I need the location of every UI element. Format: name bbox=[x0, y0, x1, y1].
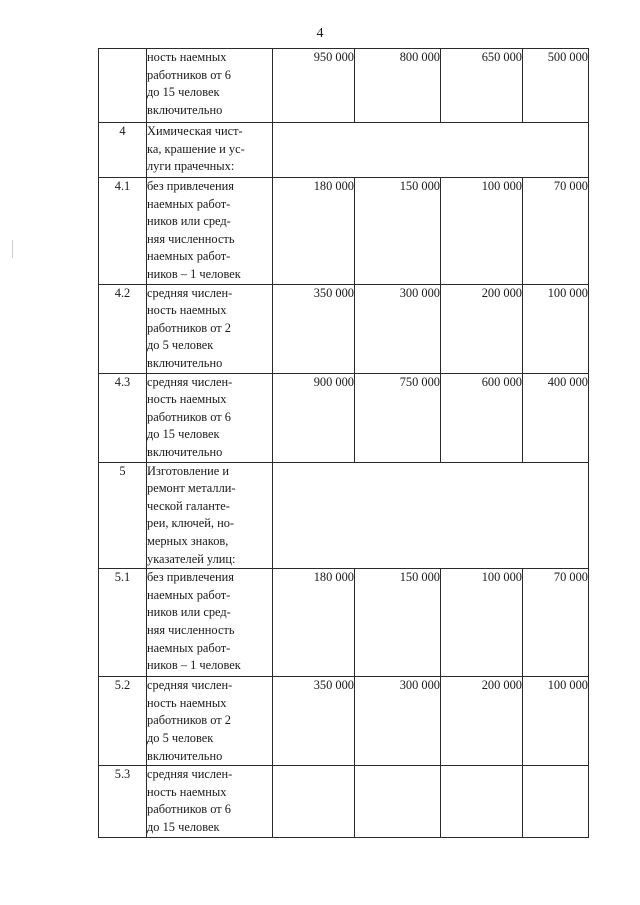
table-row-5 bbox=[99, 462, 589, 569]
value-cell: 70 000 bbox=[523, 178, 589, 285]
description-line: реи, ключей, но- bbox=[147, 516, 235, 531]
value-cell: 800 000 bbox=[355, 49, 441, 123]
description-line: ность наемных bbox=[147, 784, 227, 799]
row-number-cell: 4.1 bbox=[99, 178, 147, 285]
description-line: мерных знаков, bbox=[147, 533, 229, 548]
description-line: средняя числен- bbox=[147, 767, 233, 782]
description-cell bbox=[147, 373, 273, 462]
description-line: работников от 6 bbox=[147, 409, 231, 424]
value-cell: 300 000 bbox=[355, 284, 441, 373]
description-line: средняя числен- bbox=[147, 678, 233, 693]
value-cell: 600 000 bbox=[441, 373, 523, 462]
value-cell: 200 000 bbox=[441, 677, 523, 766]
value-cell: 100 000 bbox=[523, 284, 589, 373]
description-line: ников – 1 человек bbox=[147, 266, 241, 281]
value-cell bbox=[523, 766, 589, 838]
value-cell: 100 000 bbox=[441, 178, 523, 285]
description-line: ка, крашение и ус- bbox=[147, 141, 245, 156]
description-line: няя численность bbox=[147, 622, 235, 637]
table-row-5-3 bbox=[99, 766, 589, 838]
description-line: работников от 2 bbox=[147, 320, 231, 335]
table-row-4-3 bbox=[99, 373, 589, 462]
description-line: до 5 человек bbox=[147, 730, 214, 745]
value-cell: 750 000 bbox=[355, 373, 441, 462]
description-line: до 15 человек bbox=[147, 819, 220, 834]
value-cell: 650 000 bbox=[441, 49, 523, 123]
description-line: ников – 1 человек bbox=[147, 658, 241, 673]
description-cell bbox=[147, 123, 273, 178]
description-line: ников или сред- bbox=[147, 605, 231, 620]
value-cell: 180 000 bbox=[273, 178, 355, 285]
category-spacer-cell bbox=[273, 462, 589, 569]
description-line: средняя числен- bbox=[147, 374, 233, 389]
description-line: наемных работ- bbox=[147, 196, 231, 211]
category-spacer-cell bbox=[273, 123, 589, 178]
description-line: Химическая чист- bbox=[147, 124, 243, 138]
description-line: ность наемных bbox=[147, 695, 227, 710]
description-line: работников от 6 bbox=[147, 67, 231, 82]
description-line: включительно bbox=[147, 355, 223, 370]
value-cell: 950 000 bbox=[273, 49, 355, 123]
description-line: ность наемных bbox=[147, 50, 227, 64]
row-number-cell: 5.2 bbox=[99, 677, 147, 766]
value-cell bbox=[441, 766, 523, 838]
description-cell bbox=[147, 284, 273, 373]
value-cell bbox=[273, 766, 355, 838]
row-number-cell: 4.3 bbox=[99, 373, 147, 462]
description-line: до 15 человек bbox=[147, 85, 220, 100]
table-row-continuation bbox=[99, 49, 589, 123]
row-number-cell: 5 bbox=[99, 462, 147, 569]
description-line: включительно bbox=[147, 748, 223, 763]
page-number: 4 bbox=[316, 26, 324, 41]
description-line: без привлечения bbox=[147, 179, 234, 193]
description-line: включительно bbox=[147, 444, 223, 459]
value-cell bbox=[355, 766, 441, 838]
description-line: средняя числен- bbox=[147, 285, 233, 300]
value-cell: 100 000 bbox=[523, 677, 589, 766]
value-cell: 100 000 bbox=[441, 569, 523, 677]
description-line: работников от 2 bbox=[147, 713, 231, 728]
table-row-5-2 bbox=[99, 677, 589, 766]
value-cell: 350 000 bbox=[273, 284, 355, 373]
table-row-4-1 bbox=[99, 178, 589, 285]
scan-artifact bbox=[12, 240, 13, 258]
description-line: наемных работ- bbox=[147, 249, 231, 264]
value-cell: 500 000 bbox=[523, 49, 589, 123]
value-cell: 300 000 bbox=[355, 677, 441, 766]
description-line: ность наемных bbox=[147, 392, 227, 407]
value-cell: 200 000 bbox=[441, 284, 523, 373]
value-cell: 180 000 bbox=[273, 569, 355, 677]
description-line: до 5 человек bbox=[147, 338, 214, 353]
description-cell bbox=[147, 569, 273, 677]
description-line: ность наемных bbox=[147, 303, 227, 318]
description-cell bbox=[147, 178, 273, 285]
row-number-cell: 4 bbox=[99, 123, 147, 178]
row-number-cell: 4.2 bbox=[99, 284, 147, 373]
value-cell: 400 000 bbox=[523, 373, 589, 462]
value-cell: 150 000 bbox=[355, 569, 441, 677]
description-cell bbox=[147, 766, 273, 838]
description-line: ческой галанте- bbox=[147, 498, 230, 513]
description-cell bbox=[147, 462, 273, 569]
tariff-table bbox=[98, 48, 589, 838]
row-number-cell: 5.1 bbox=[99, 569, 147, 677]
description-line: луги прачечных: bbox=[147, 159, 235, 174]
description-line: ников или сред- bbox=[147, 214, 231, 229]
value-cell: 350 000 bbox=[273, 677, 355, 766]
description-line: до 15 человек bbox=[147, 427, 220, 442]
table-row-4-2 bbox=[99, 284, 589, 373]
table-row-4 bbox=[99, 123, 589, 178]
description-line: указателей улиц: bbox=[147, 551, 236, 566]
description-line: наемных работ- bbox=[147, 587, 231, 602]
description-line: няя численность bbox=[147, 231, 235, 246]
description-cell bbox=[147, 49, 273, 123]
value-cell: 70 000 bbox=[523, 569, 589, 677]
row-number-cell bbox=[99, 49, 147, 123]
description-line: включительно bbox=[147, 102, 223, 117]
description-cell bbox=[147, 677, 273, 766]
value-cell: 150 000 bbox=[355, 178, 441, 285]
description-line: ремонт металли- bbox=[147, 481, 236, 496]
description-line: работников от 6 bbox=[147, 802, 231, 817]
value-cell: 900 000 bbox=[273, 373, 355, 462]
description-line: наемных работ- bbox=[147, 640, 231, 655]
tariff-table-body bbox=[99, 49, 589, 838]
description-line: Изготовление и bbox=[147, 463, 229, 478]
row-number-cell: 5.3 bbox=[99, 766, 147, 838]
table-row-5-1 bbox=[99, 569, 589, 677]
description-line: без привлечения bbox=[147, 570, 234, 585]
